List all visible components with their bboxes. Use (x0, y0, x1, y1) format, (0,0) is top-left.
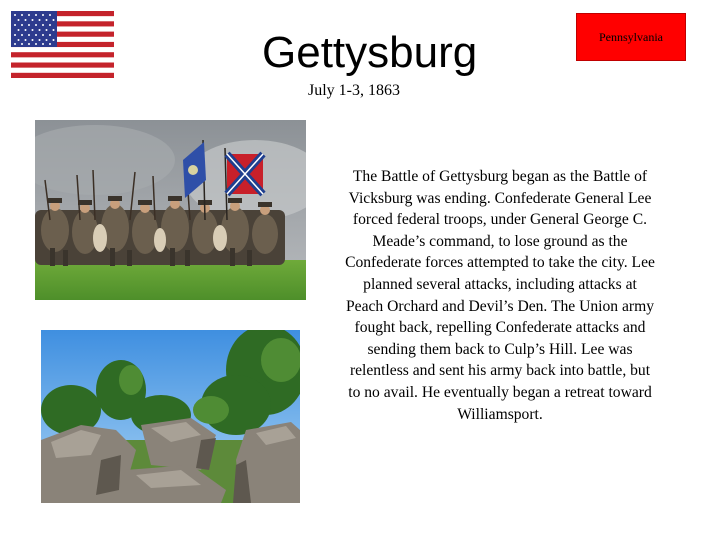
us-flag-icon (11, 11, 114, 78)
state-badge (576, 13, 686, 61)
body-paragraph: The Battle of Gettysburg began as the Battle of Vicksburg was ending. Confederate General Lee forced federal troops, under General George C. Meade’s command, to lose ground as the Confederate forces attempted to take the city. Lee planned several attacks, including attacks at Peach Orchard and Devil’s Den. The Union army fought back, repelling Confederate attacks and sending them back to Culp’s Hill. Lee was relentless and sent his army back into battle, but to no avail. He eventually began a retreat toward Williamsport. (345, 168, 655, 423)
devils-den-boulders-photo (41, 330, 300, 503)
date-subtitle: July 1-3, 1863 (308, 82, 400, 99)
state-badge-label: Pennsylvania (599, 29, 663, 44)
page-title: Gettysburg (262, 28, 478, 77)
battle-reenactment-photo (35, 120, 306, 300)
